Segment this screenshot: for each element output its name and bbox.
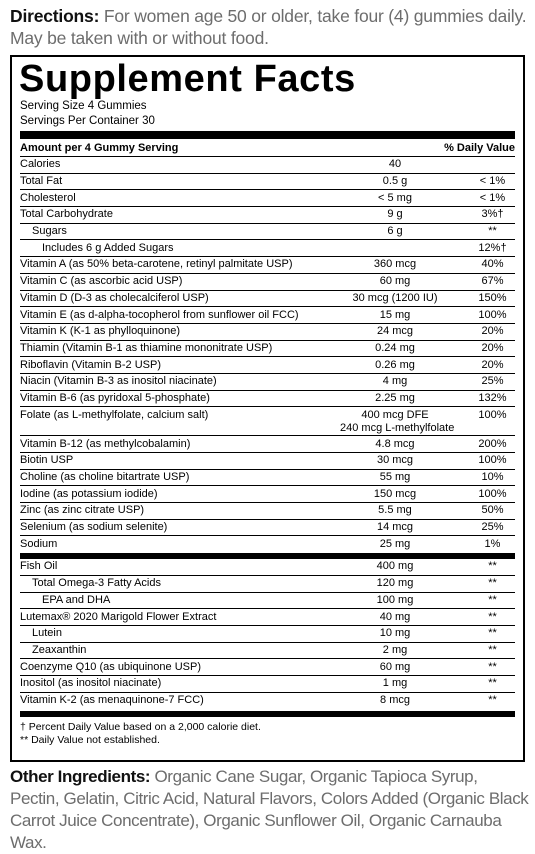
table-row: [20, 407, 515, 436]
nutrient-amount: [340, 438, 450, 451]
amount-line: 100 mg: [376, 593, 414, 606]
amount-line: < 5 mg: [378, 191, 412, 204]
nutrient-name: Cholesterol: [20, 191, 76, 204]
nutrient-name: Total Carbohydrate: [20, 208, 113, 221]
nutrient-amount: [340, 521, 450, 534]
nutrient-amount: [340, 577, 450, 590]
nutrient-name: Riboflavin (Vitamin B-2 USP): [20, 358, 162, 371]
nutrient-daily-value: **: [488, 627, 497, 640]
nutrient-amount: [340, 661, 450, 674]
amount-line: 24 mcg: [376, 325, 414, 338]
table-row: [20, 436, 515, 453]
other-ingredient-rows: [20, 559, 515, 709]
table-row: [20, 174, 515, 191]
footnote-not-established: ** Daily Value not established.: [20, 733, 160, 746]
nutrient-amount: [340, 488, 450, 501]
nutrient-name: EPA and DHA: [42, 593, 111, 606]
nutrient-daily-value: **: [488, 677, 497, 690]
table-row: [20, 157, 515, 174]
thick-divider: [20, 131, 515, 139]
amount-line: 15 mg: [379, 308, 411, 321]
nutrient-name: Vitamin D (D-3 as cholecalciferol USP): [20, 291, 209, 304]
table-row: [20, 224, 515, 241]
nutrient-daily-value: 150%: [478, 291, 507, 304]
nutrient-rows: [20, 157, 515, 553]
nutrient-daily-value: 100%: [478, 308, 507, 321]
nutrient-amount: [340, 471, 450, 484]
table-row: [20, 274, 515, 291]
nutrient-daily-value: **: [488, 660, 497, 673]
table-row: [20, 324, 515, 341]
servings-per-container: Servings Per Container 30: [20, 114, 155, 127]
amount-line: 9 g: [387, 208, 403, 221]
nutrient-amount: [340, 627, 450, 640]
nutrient-daily-value: **: [488, 643, 497, 656]
nutrient-name: Vitamin A (as 50% beta-carotene, retinyl palmitate USP): [20, 258, 293, 271]
table-row: [20, 207, 515, 224]
nutrient-name: Vitamin E (as d-alpha-tocopherol from sunflower oil FCC): [20, 308, 299, 321]
nutrient-amount: [340, 208, 450, 221]
nutrient-name: Choline (as choline bitartrate USP): [20, 471, 190, 484]
footer-divider: [20, 711, 515, 717]
nutrient-amount: [340, 538, 450, 551]
amount-line: 150 mcg: [373, 487, 417, 500]
table-row: [20, 659, 515, 676]
nutrient-amount: [340, 175, 450, 188]
nutrient-name: Fish Oil: [20, 560, 58, 573]
nutrient-amount: [340, 192, 450, 205]
nutrient-daily-value: 67%: [481, 275, 504, 288]
table-row: [20, 676, 515, 693]
table-row: [20, 486, 515, 503]
amount-line: 6 g: [387, 225, 403, 238]
nutrient-name: Folate (as L-methylfolate, calcium salt): [20, 409, 209, 422]
amount-line: 60 mg: [379, 660, 411, 673]
nutrient-daily-value: **: [488, 577, 497, 590]
amount-line: 40: [388, 158, 402, 171]
table-row: [20, 470, 515, 487]
amount-line: 400 mg: [376, 560, 414, 573]
nutrient-amount: [340, 594, 450, 607]
nutrient-name: Thiamin (Vitamin B-1 as thiamine mononitrate USP): [20, 341, 273, 354]
nutrient-amount: [340, 392, 450, 405]
directions-label: Directions:: [10, 6, 100, 26]
nutrient-daily-value: 25%: [481, 521, 504, 534]
nutrient-amount: [340, 375, 450, 388]
table-row: [20, 341, 515, 358]
nutrient-name: Zeaxanthin: [32, 643, 87, 656]
amount-line: 8 mcg: [380, 694, 410, 707]
amount-line: 0.5 g: [382, 175, 408, 188]
nutrient-name: Inositol (as inositol niacinate): [20, 677, 162, 690]
amount-line: 14 mcg: [376, 521, 414, 534]
nutrient-daily-value: 100%: [478, 409, 507, 422]
nutrient-amount: [340, 342, 450, 355]
amount-line: 120 mg: [376, 577, 414, 590]
nutrient-daily-value: 20%: [481, 325, 504, 338]
nutrient-name: Sodium: [20, 538, 58, 551]
nutrient-name: Vitamin C (as ascorbic acid USP): [20, 275, 183, 288]
amount-line: 4.8 mcg: [375, 437, 415, 450]
table-row: [20, 593, 515, 610]
header-amount: Amount per 4 Gummy Serving: [20, 141, 179, 154]
header-daily-value: % Daily Value: [444, 141, 515, 154]
nutrient-daily-value: 50%: [481, 504, 504, 517]
nutrient-name: Calories: [20, 158, 61, 171]
nutrient-daily-value: 100%: [478, 487, 507, 500]
other-ingredients-text: Organic Cane Sugar, Organic Tapioca Syrup, Pectin, Gelatin, Citric Acid, Natural Flavors, Colors Added (Organic Black Carrot Juice Concentrate), Organic Sunflower Oil, Organic Carnauba Wax.: [10, 767, 529, 852]
table-row: [20, 609, 515, 626]
table-row: [20, 190, 515, 207]
nutrient-daily-value: < 1%: [479, 175, 506, 188]
nutrient-name: Selenium (as sodium selenite): [20, 521, 168, 534]
amount-line: 60 mg: [379, 275, 411, 288]
amount-line: 10 mg: [379, 627, 411, 640]
nutrient-amount: [340, 292, 450, 305]
nutrient-name: Lutemax® 2020 Marigold Flower Extract: [20, 610, 217, 623]
table-row: [20, 307, 515, 324]
table-row: [20, 357, 515, 374]
nutrient-amount: [340, 560, 450, 573]
facts-title: Supplement Facts: [19, 58, 356, 100]
table-row: [20, 520, 515, 537]
other-ingredients: [10, 766, 530, 854]
table-row: [20, 693, 515, 710]
nutrient-daily-value: 12%†: [478, 241, 507, 254]
table-row: [20, 291, 515, 308]
nutrient-name: Lutein: [32, 627, 62, 640]
nutrient-amount: [340, 611, 450, 624]
nutrient-amount: [340, 275, 450, 288]
amount-line: 40 mg: [379, 610, 411, 623]
nutrient-daily-value: 40%: [481, 258, 504, 271]
nutrient-daily-value: < 1%: [479, 191, 506, 204]
nutrient-name: Niacin (Vitamin B-3 as inositol niacinate): [20, 375, 217, 388]
column-header: [20, 139, 515, 157]
amount-line: 30 mcg (1200 IU): [352, 291, 438, 304]
amount-line: 0.26 mg: [375, 358, 415, 371]
other-ingredients-label: Other Ingredients:: [10, 767, 151, 786]
serving-size: Serving Size 4 Gummies: [20, 100, 147, 112]
nutrient-daily-value: 20%: [481, 358, 504, 371]
table-row: [20, 374, 515, 391]
amount-line-secondary: 240 mcg L-methylfolate: [340, 422, 455, 435]
amount-line: 5.5 mg: [378, 504, 412, 517]
nutrient-daily-value: 132%: [478, 391, 507, 404]
nutrient-amount: [340, 409, 455, 435]
amount-line: 360 mcg: [373, 258, 417, 271]
nutrient-amount: [340, 225, 450, 238]
amount-line: 0.24 mg: [375, 341, 415, 354]
nutrient-daily-value: 100%: [478, 454, 507, 467]
nutrient-amount: [340, 504, 450, 517]
nutrient-name: Iodine (as potassium iodide): [20, 487, 158, 500]
nutrient-amount: [340, 677, 450, 690]
table-row: [20, 453, 515, 470]
amount-line: 4 mg: [382, 375, 408, 388]
nutrient-amount: [340, 309, 450, 322]
nutrient-amount: [340, 359, 450, 372]
nutrient-amount: [340, 454, 450, 467]
nutrient-name: Vitamin B-6 (as pyridoxal 5-phosphate): [20, 391, 210, 404]
nutrient-daily-value: 20%: [481, 341, 504, 354]
table-row: [20, 643, 515, 660]
table-row: [20, 576, 515, 593]
nutrient-daily-value: **: [488, 694, 497, 707]
nutrient-daily-value: **: [488, 560, 497, 573]
nutrient-daily-value: 200%: [478, 437, 507, 450]
nutrient-name: Total Fat: [20, 175, 63, 188]
table-row: [20, 536, 515, 553]
amount-line: 55 mg: [379, 471, 411, 484]
directions-text: For women age 50 or older, take four (4) gummies daily. May be taken with or without food.: [10, 6, 527, 48]
nutrient-name: Vitamin K-2 (as menaquinone-7 FCC): [20, 694, 204, 707]
nutrient-name: Sugars: [32, 225, 67, 238]
nutrient-amount: [340, 325, 450, 338]
amount-line: 2 mg: [382, 643, 408, 656]
table-row: [20, 257, 515, 274]
amount-line: 25 mg: [379, 538, 411, 551]
nutrient-name: Vitamin B-12 (as methylcobalamin): [20, 437, 191, 450]
nutrient-name: Vitamin K (K-1 as phylloquinone): [20, 325, 180, 338]
nutrient-daily-value: 10%: [481, 471, 504, 484]
table-row: [20, 559, 515, 576]
nutrient-name: Zinc (as zinc citrate USP): [20, 504, 145, 517]
amount-line: 30 mcg: [376, 454, 414, 467]
directions: [10, 5, 530, 49]
nutrient-daily-value: 3%†: [481, 208, 504, 221]
nutrient-daily-value: **: [488, 610, 497, 623]
nutrient-daily-value: 25%: [481, 375, 504, 388]
nutrient-name: Coenzyme Q10 (as ubiquinone USP): [20, 660, 201, 673]
nutrient-name: Biotin USP: [20, 454, 74, 467]
nutrient-name: Total Omega-3 Fatty Acids: [32, 577, 161, 590]
table-row: [20, 626, 515, 643]
footnote-dv: † Percent Daily Value based on a 2,000 calorie diet.: [20, 721, 261, 734]
nutrient-daily-value: 1%: [484, 538, 501, 551]
table-row: [20, 240, 515, 257]
nutrient-daily-value: **: [488, 593, 497, 606]
nutrient-amount: [340, 258, 450, 271]
supplement-facts-panel: [10, 55, 525, 762]
nutrient-amount: [340, 158, 450, 171]
nutrient-daily-value: **: [488, 225, 497, 238]
nutrient-name: Includes 6 g Added Sugars: [42, 241, 174, 254]
table-row: [20, 503, 515, 520]
amount-line: 2.25 mg: [375, 391, 415, 404]
amount-line: 400 mcg DFE: [361, 409, 429, 422]
amount-line: 1 mg: [382, 677, 408, 690]
nutrient-amount: [340, 644, 450, 657]
nutrient-amount: [340, 694, 450, 707]
table-row: [20, 391, 515, 408]
